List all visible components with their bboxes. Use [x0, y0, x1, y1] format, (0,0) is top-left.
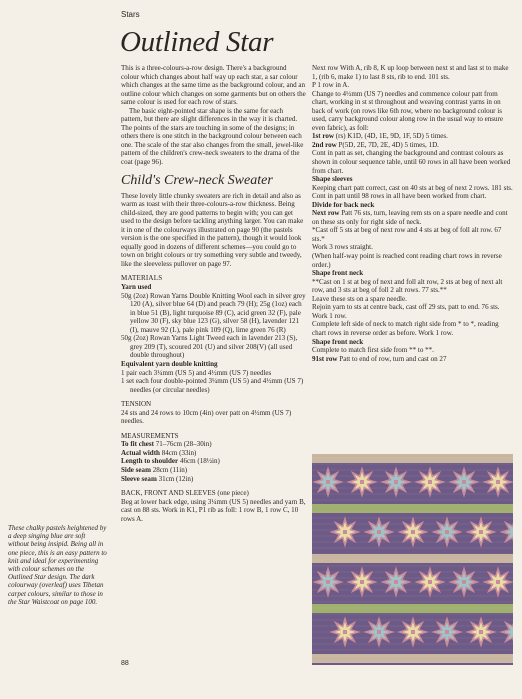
yarn-item-1: 50g (2oz) Rowan Yarns Double Knitting Wool each in silver grey 120 (A), silver blue 64 (D) and peach 79 (H); 25g (1oz) each in blue 51 (B), light turquoise 89 (C), acid green 32 (F), pale yellow 30 (F), sky blue 123 (G), silver 58 (H), lavender 121 (I), mauve 92 (L), pale pink 109 (Q), lime green 76 (R)	[121, 291, 306, 334]
measurement-label: Length to shoulder	[121, 457, 179, 466]
row-text: Patt 76 sts, turn, leaving rem sts on a spare needle and cont on these sts only for right side of neck.	[312, 209, 508, 226]
star-centre	[445, 530, 449, 534]
sweater-photo	[312, 454, 513, 665]
section-label: Stars	[121, 10, 140, 19]
star-centre	[360, 580, 364, 584]
star-centre	[394, 580, 398, 584]
measurement-row	[121, 457, 306, 466]
shape-front-neck-heading: Shape front neck	[312, 269, 364, 278]
star-centre	[377, 530, 381, 534]
left-column	[121, 64, 306, 523]
materials-heading: MATERIALS	[121, 274, 163, 283]
row-instruction	[312, 132, 513, 141]
measurement-value: 31cm (12in)	[158, 474, 194, 483]
row-label: 1st row	[312, 132, 334, 141]
instruction-paragraph: Leave these sts on a spare needle.	[312, 294, 407, 303]
knitted-star-pattern	[312, 454, 513, 665]
measurement-row	[121, 440, 306, 449]
needles-item-1: 1 pair each 3¼mm (US 5) and 4½mm (US 7) needles	[121, 368, 272, 377]
instruction-paragraph: Complete left side of neck to match right side from * to *, reading chart rows in reverse order as before. Work 1 row.	[312, 320, 499, 337]
measurement-value: 71–76cm (28–30in)	[155, 440, 212, 449]
instruction-paragraph: *Cast off 5 sts at beg of next row and 4 sts at beg of foll alt row. 67 sts.*	[312, 226, 502, 243]
intro-paragraph-2: The basic eight-pointed star shape is the same for each pattern, but there are slight differences in the way it is charted. The points of the stars are touching in some of the designs; in others there is one stitch in the background colour between each one. The scale of the star also changes from the small, jewel-like pattern of the children's crew-neck sweaters to the drama of the coat (page 96).	[121, 106, 304, 167]
back-front-text: Beg at lower back edge, using 3¼mm (US 5) needles and yarn B, cast on 88 sts. Work in K1, P1 rib as foll: 1 row B, 1 row C, 10 rows A.	[121, 497, 306, 523]
star-centre	[462, 580, 466, 584]
instruction-paragraph: Cont in patt as set, changing the background and contrast colours as shown in colour sequence table, until 60 rows in all have been worked from chart.	[312, 149, 511, 175]
row-instruction	[312, 355, 513, 364]
instruction-paragraph: **Cast on 1 st at beg of next and foll alt row, 2 sts at beg of next alt row, and 3 sts at beg of foll 2 alt rows. 77 sts.**	[312, 277, 503, 295]
measurement-label: Sleeve seam	[121, 474, 157, 483]
needles-item-2: 1 set each four double-pointed 3¼mm (US 5) and 4½mm (US 7) needles (or circular needles)	[121, 377, 304, 394]
tension-heading: TENSION	[121, 400, 152, 409]
star-centre	[428, 580, 432, 584]
measurement-label: Side seam	[121, 465, 151, 474]
yarn-used-heading: Yarn used	[121, 283, 152, 292]
instruction-paragraph: Change to 4½mm (US 7) needles and commence colour patt from chart, working in st st throughout and weaving contrast yarns in on back of work (on rows like 6th row, where no background colour is used, carry background colour along row in the usual way to ensure even fabric), as foll:	[312, 89, 503, 132]
page-number: 88	[121, 660, 129, 667]
yarn-item-2: 50g (2oz) Rowan Yarns Light Tweed each in lavender 213 (S), grey 209 (T), scoured 201 (U) and silver 208(V) (all used double throughout)	[121, 334, 298, 360]
page-title: Outlined Star	[120, 26, 274, 58]
instruction-paragraph: Rejoin yarn to sts at centre back, cast off 29 sts, patt to end. 76 sts. Work 1 row.	[312, 303, 500, 320]
row-text: P(5D, 2E, 7D, 2E, 4D) 5 times, 1D.	[338, 140, 439, 149]
instruction-paragraph: Work 3 rows straight.	[312, 243, 373, 252]
instruction-paragraph: Complete to match first side from ** to **.	[312, 346, 434, 355]
star-centre	[326, 580, 330, 584]
row-label: 2nd row	[312, 140, 337, 149]
star-centre	[343, 530, 347, 534]
measurement-row	[121, 449, 306, 458]
crew-intro-paragraph: These lovely little chunky sweaters are rich in detail and also as warm as toast with their three-colours-a-row thickness. Being child-sized, they are good patterns to begin with; you can get used to the design before tackling anything larger. You can make it in one of the colourways illustrated on page 90 (the pastels version is the one specified in the pattern), though it would look equally good in dozens of different schemes—you could go to town on bright colours or try something very subtle and tweedy, like the sleeveless pullover on page 97.	[121, 191, 304, 268]
measurement-label: To fit chest	[121, 440, 155, 449]
back-front-heading: BACK, FRONT AND SLEEVES (one piece)	[121, 489, 249, 498]
shape-front-neck-heading: Shape front neck	[312, 337, 364, 346]
right-column	[312, 64, 513, 363]
measurement-label: Actual width	[121, 448, 160, 457]
equivalent-yarn: Equivalent yarn double knitting	[121, 359, 218, 368]
section-subtitle: Child's Crew-neck Sweater	[121, 172, 273, 188]
measurement-value: 46cm (18½in)	[179, 457, 220, 466]
measurement-value: 84cm (33in)	[161, 448, 197, 457]
photo-caption: These chalky pastels heightened by a deep singing blue are soft without being insipid. Being all in one piece, this is an easy pattern to knit and ideal for experimenting with colour schemes on the Outlined Star design. The dark colourway (overleaf) uses Tibetan carpet colours, similar to those in the Star Waistcoat on page 100.	[8, 524, 107, 606]
measurement-row	[121, 466, 306, 475]
star-centre	[411, 530, 415, 534]
instruction-paragraph: (When half-way point is reached cont reading chart rows in reverse order.)	[312, 252, 502, 269]
row-instruction	[312, 209, 513, 226]
row-label: Next row	[312, 209, 340, 218]
star-centre	[479, 530, 483, 534]
star-centre	[496, 580, 500, 584]
measurement-value: 28cm (11in)	[152, 465, 188, 474]
instruction-paragraph: Cont in patt until 98 rows in all have been worked from chart.	[312, 192, 487, 201]
instruction-paragraph: Keeping chart patt correct, cast on 40 sts at beg of next 2 rows. 181 sts.	[312, 183, 513, 192]
instruction-paragraph: Next row With A, rib 8, K up loop between next st and last st to make 1, (rib 6, make 1) to last 8 sts, rib to end. 101 sts.	[312, 64, 509, 81]
row-text: (rs) K1D, (4D, 1E, 9D, 1F, 5D) 5 times.	[335, 132, 448, 141]
knit-band	[312, 554, 513, 563]
row-text: Patt to end of row, turn and cast on 27	[339, 354, 447, 363]
intro-paragraph-1: This is a three-colours-a-row design. There's a background colour which changes about half way up each star, a sar colour which changes at the same time as the background colour, and an outline colour which changes on some garments but on others the same colour is used for each row of stars.	[121, 64, 306, 107]
divide-back-neck-heading: Divide for back neck	[312, 200, 375, 209]
instruction-paragraph: P 1 row in A.	[312, 81, 350, 90]
measurements-heading: MEASUREMENTS	[121, 431, 179, 440]
row-instruction	[312, 141, 513, 150]
row-label: 91st row	[312, 354, 338, 363]
shape-sleeves-heading: Shape sleeves	[312, 175, 353, 184]
tension-text: 24 sts and 24 rows to 10cm (4in) over patt on 4½mm (US 7) needles.	[121, 408, 292, 426]
measurement-row	[121, 475, 306, 484]
